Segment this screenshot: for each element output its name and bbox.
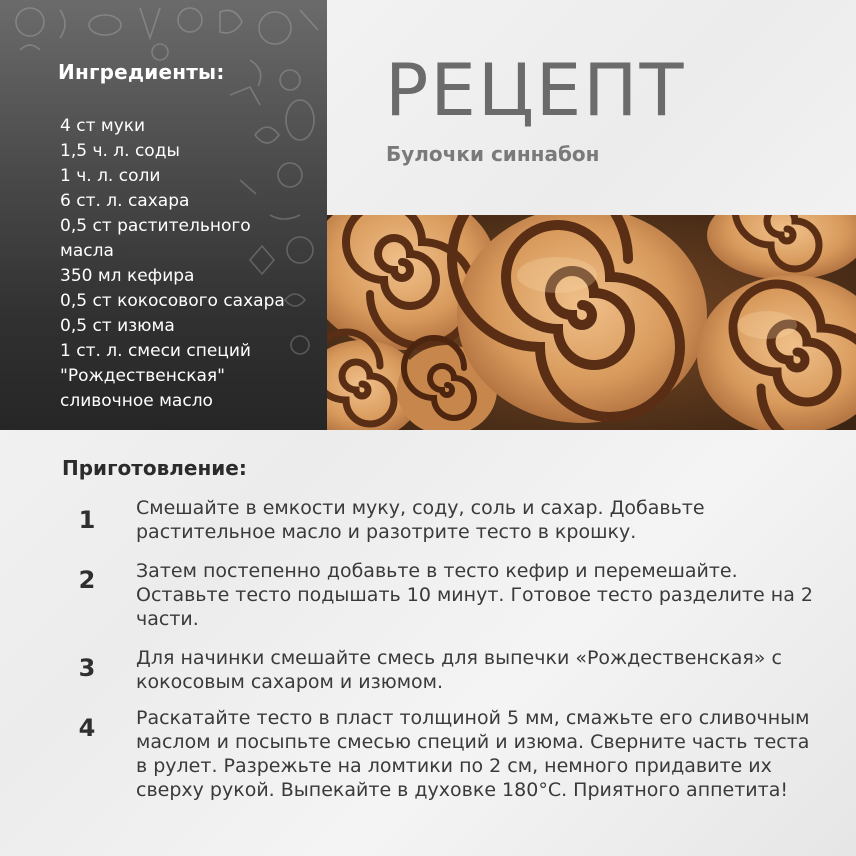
ingredient-item: 0,5 ст растительного — [60, 216, 251, 236]
step-number: 4 — [78, 714, 96, 742]
ingredient-item: 0,5 ст изюма — [60, 316, 175, 336]
ingredients-title: Ингредиенты: — [58, 60, 225, 84]
step-number: 1 — [78, 506, 96, 534]
recipe-subtitle: Булочки синнабон — [386, 142, 600, 166]
ingredient-item: 6 ст. л. сахара — [60, 191, 190, 211]
page-title: РЕЦЕПТ — [385, 48, 686, 132]
ingredients-panel — [0, 0, 327, 430]
ingredient-item: 0,5 ст кокосового сахара — [60, 291, 285, 311]
ingredient-item: 1 ч. л. соли — [60, 166, 161, 186]
preparation-title: Приготовление: — [62, 456, 247, 480]
step-text: Раскатайте тесто в пласт толщиной 5 мм, смажьте его сливочным маслом и посыпьте смесью специй и изюма. Сверните часть теста в рулет. Разрежьте на ломтики по 2 см, немного придавите их сверху рукой. Выпекайте в духовке 180°С. Приятного аппетита! — [136, 707, 810, 801]
step-text: Для начинки смешайте смесь для выпечки «Рождественская» с кокосовым сахаром и изюмом. — [136, 647, 782, 693]
recipe-header — [327, 0, 856, 215]
ingredient-item: 1,5 ч. л. соды — [60, 141, 180, 161]
ingredients-list — [60, 114, 322, 414]
step-number: 3 — [78, 654, 96, 682]
ingredient-item: 1 ст. л. смеси специй — [60, 341, 251, 361]
step-text: Смешайте в емкости муку, соду, соль и сахар. Добавьте растительное масло и разотрите тесто в крошку. — [136, 497, 705, 543]
step-number: 2 — [78, 566, 96, 594]
cinnamon-rolls-photo — [327, 215, 856, 430]
ingredient-item: "Рождественская" — [60, 366, 225, 386]
step-text: Затем постепенно добавьте в тесто кефир и перемешайте. Оставьте тесто подышать 10 минут. Готовое тесто разделите на 2 части. — [136, 560, 813, 630]
ingredient-item: 4 ст муки — [60, 116, 146, 136]
ingredient-item: сливочное масло — [60, 391, 213, 411]
ingredient-item: 350 мл кефира — [60, 266, 195, 286]
ingredient-item: масла — [60, 241, 114, 261]
